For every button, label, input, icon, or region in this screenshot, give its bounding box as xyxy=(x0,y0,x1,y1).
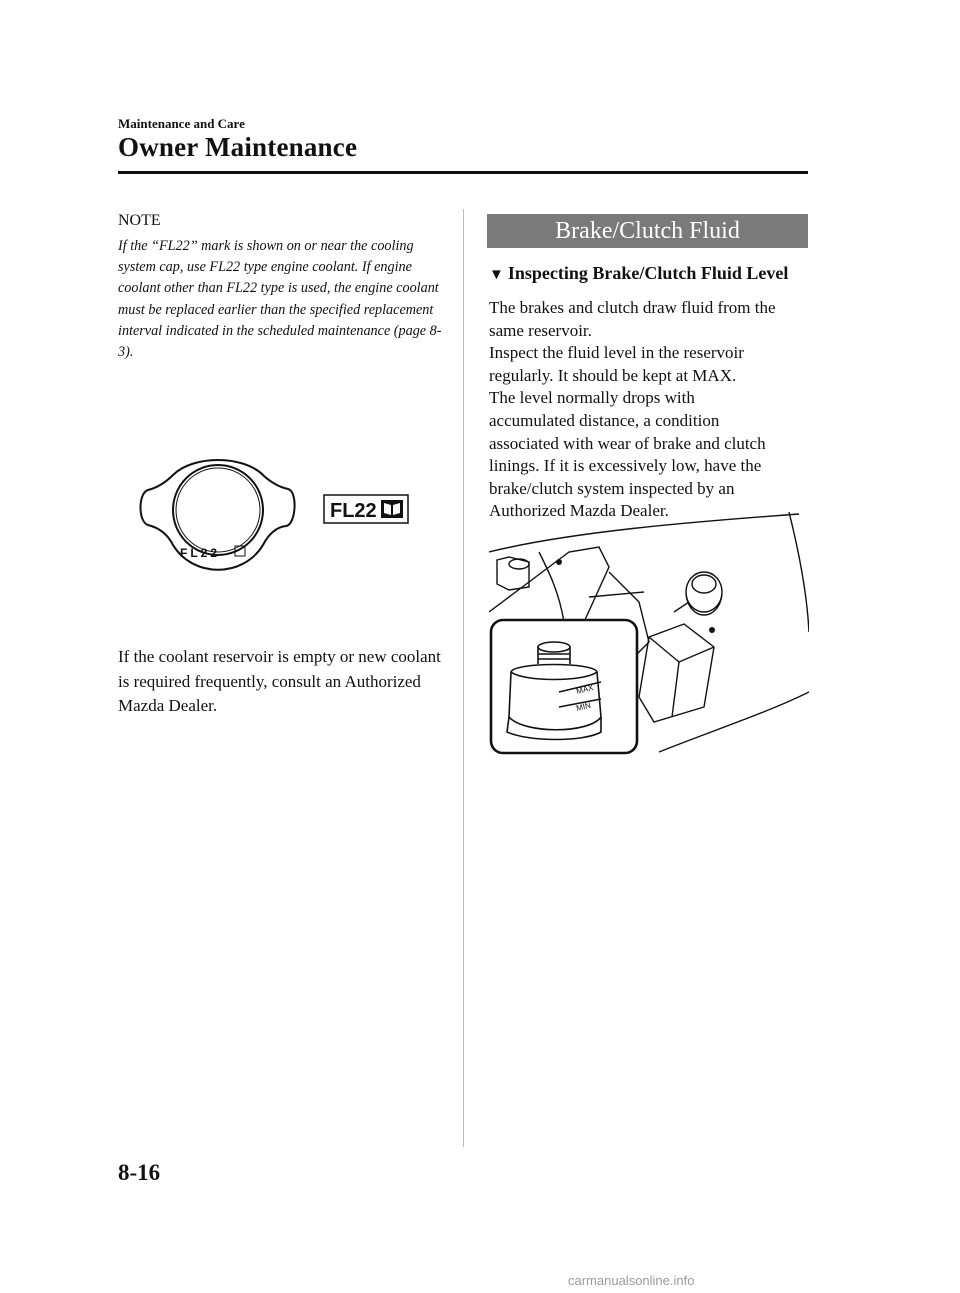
header-rule xyxy=(118,171,808,174)
body-line: The brakes and clutch draw fluid from the xyxy=(489,298,776,317)
triangle-bullet-icon: ▼ xyxy=(489,267,504,283)
coolant-cap-illustration xyxy=(118,455,418,580)
page-number: 8-16 xyxy=(118,1160,161,1185)
body-line: brake/clutch system inspected by an xyxy=(489,478,735,498)
body-line: The level normally drops with xyxy=(489,388,695,408)
body-line: same reservoir. xyxy=(489,320,592,340)
inspect-heading xyxy=(489,263,788,284)
brake-reservoir-illustration xyxy=(489,512,809,757)
cap-embossed-text: FL22 xyxy=(180,546,221,560)
fl22-badge xyxy=(324,495,408,523)
coolant-reservoir-text: If the coolant reservoir is empty or new coolant is required frequently, consult an Authorized Mazda Dealer. xyxy=(118,647,441,715)
body-line: Authorized Mazda Dealer. xyxy=(489,501,669,521)
body-line: linings. If it is excessively low, have the xyxy=(489,456,762,476)
section-label: Maintenance and Care xyxy=(118,116,245,131)
reservoir-inset xyxy=(491,620,637,753)
column-divider xyxy=(463,209,464,1147)
body-line: accumulated distance, a condition xyxy=(489,410,720,430)
max-mark-label: MAX xyxy=(575,683,595,696)
page-title: Owner Maintenance xyxy=(118,132,358,162)
footer-watermark: carmanualsonline.info xyxy=(568,1273,695,1288)
body-line: regularly. It should be kept at MAX. xyxy=(489,365,737,385)
brake-fluid-banner: Brake/Clutch Fluid xyxy=(487,214,808,248)
body-line: Inspect the fluid level in the reservoir xyxy=(489,343,744,363)
brake-fluid-body xyxy=(489,297,819,523)
inspect-heading-text: Inspecting Brake/Clutch Fluid Level xyxy=(507,263,789,283)
note-heading: NOTE xyxy=(118,212,161,229)
min-mark-label: MIN xyxy=(575,700,592,713)
fl22-badge-text: FL22 xyxy=(330,500,377,522)
note-body: If the “FL22” mark is shown on or near the cooling system cap, use FL22 type engine coolant. If engine coolant other than FL22 type is used, the engine coolant must be replaced earlier than the specified replacement interval indicated in the scheduled maintenance (page 8-3). xyxy=(118,238,442,361)
body-line: associated with wear of brake and clutch xyxy=(489,433,766,453)
